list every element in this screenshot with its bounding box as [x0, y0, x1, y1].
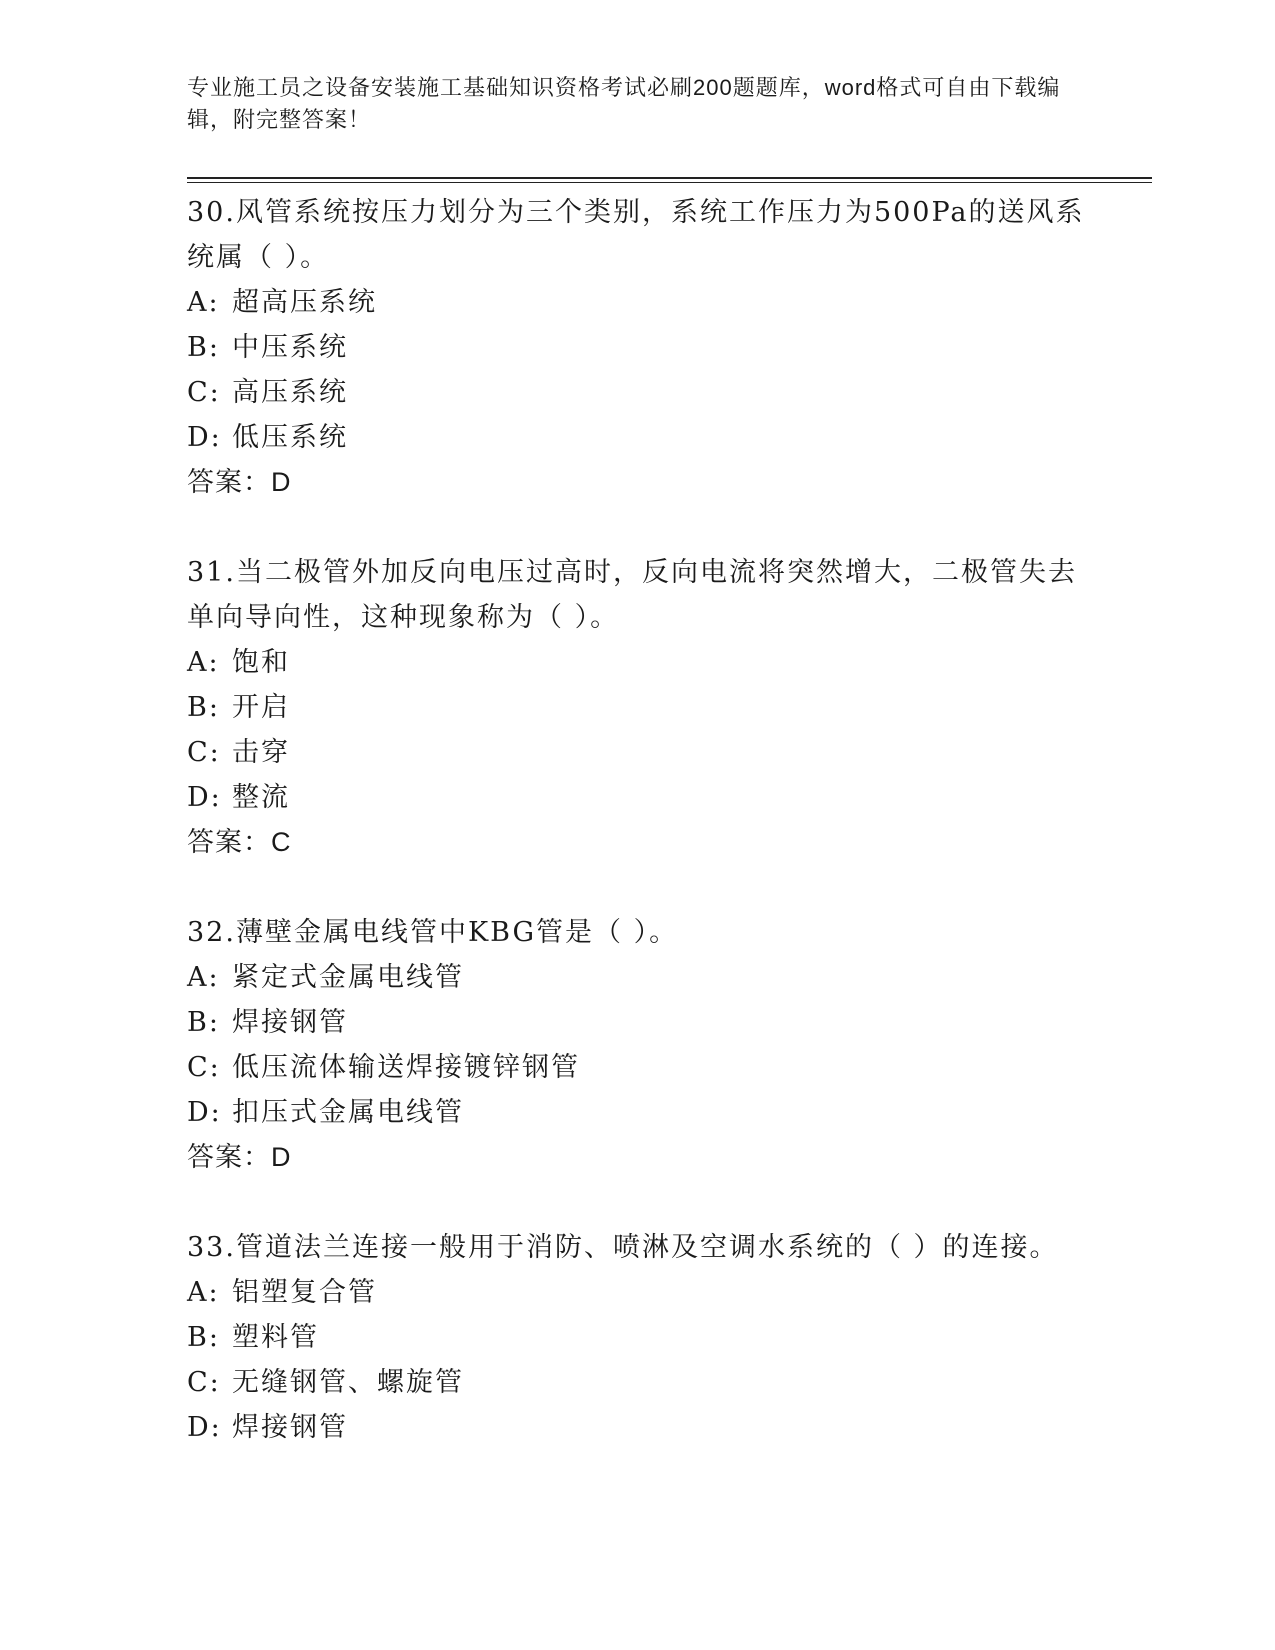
option-letter: A:: [187, 287, 220, 318]
option-letter: B:: [187, 1322, 220, 1353]
option-letter: C:: [187, 1367, 221, 1398]
option-text: 低压流体输送焊接镀锌钢管: [232, 1052, 580, 1083]
option-letter: D:: [187, 1412, 222, 1443]
option-text: 低压系统: [232, 422, 348, 453]
option-a: [187, 280, 1087, 325]
option-text: 超高压系统: [232, 287, 377, 318]
option-text: 焊接钢管: [232, 1007, 348, 1038]
option-a: [187, 640, 1087, 685]
option-b: [187, 685, 1087, 730]
question-31: [187, 550, 1087, 865]
option-letter: D:: [187, 1097, 222, 1128]
option-d: [187, 415, 1087, 460]
option-text: 无缝钢管、螺旋管: [232, 1367, 464, 1398]
option-text: 扣压式金属电线管: [232, 1097, 464, 1128]
option-letter: A:: [187, 647, 220, 678]
option-d: [187, 775, 1087, 820]
question-32: [187, 910, 1087, 1180]
option-c: [187, 730, 1087, 775]
option-letter: B:: [187, 1007, 220, 1038]
option-text: 整流: [232, 782, 290, 813]
option-c: [187, 370, 1087, 415]
option-text: 焊接钢管: [232, 1412, 348, 1443]
question-list: [187, 190, 1087, 1495]
option-text: 击穿: [232, 737, 290, 768]
option-text: 塑料管: [232, 1322, 319, 1353]
option-text: 饱和: [232, 647, 290, 678]
option-text: 高压系统: [232, 377, 348, 408]
option-letter: D:: [187, 782, 222, 813]
option-d: [187, 1090, 1087, 1135]
document-header: 专业施工员之设备安装施工基础知识资格考试必刷200题题库，word格式可自由下载编辑，附完整答案！: [187, 75, 1061, 132]
option-d: [187, 1405, 1087, 1450]
question-stem: 31.当二极管外加反向电压过高时，反向电流将突然增大，二极管失去单向导向性，这种现象称为（ ）。: [187, 557, 1077, 633]
question-33: [187, 1225, 1087, 1450]
option-c: [187, 1360, 1087, 1405]
option-c: [187, 1045, 1087, 1090]
option-letter: A:: [187, 1277, 220, 1308]
option-a: [187, 955, 1087, 1000]
option-letter: C:: [187, 737, 221, 768]
option-letter: B:: [187, 692, 220, 723]
question-stem: 30.风管系统按压力划分为三个类别，系统工作压力为500Pa的送风系统属（ ）。: [187, 197, 1085, 273]
question-30: [187, 190, 1087, 505]
option-letter: C:: [187, 1052, 221, 1083]
option-text: 紧定式金属电线管: [232, 962, 464, 993]
header-divider-thin: [187, 182, 1152, 183]
header-divider-thick: [187, 177, 1152, 179]
option-letter: B:: [187, 332, 220, 363]
option-letter: C:: [187, 377, 221, 408]
option-text: 铝塑复合管: [232, 1277, 377, 1308]
question-stem: 33.管道法兰连接一般用于消防、喷淋及空调水系统的（ ）的连接。: [187, 1232, 1059, 1263]
option-letter: D:: [187, 422, 222, 453]
option-a: [187, 1270, 1087, 1315]
option-b: [187, 325, 1087, 370]
answer-label: 答案：D: [187, 1142, 292, 1172]
question-stem: 32.薄壁金属电线管中KBG管是（ ）。: [187, 917, 679, 948]
option-b: [187, 1000, 1087, 1045]
answer-label: 答案：D: [187, 467, 292, 497]
option-letter: A:: [187, 962, 220, 993]
answer-label: 答案：C: [187, 827, 292, 857]
option-b: [187, 1315, 1087, 1360]
option-text: 中压系统: [232, 332, 348, 363]
option-text: 开启: [232, 692, 290, 723]
